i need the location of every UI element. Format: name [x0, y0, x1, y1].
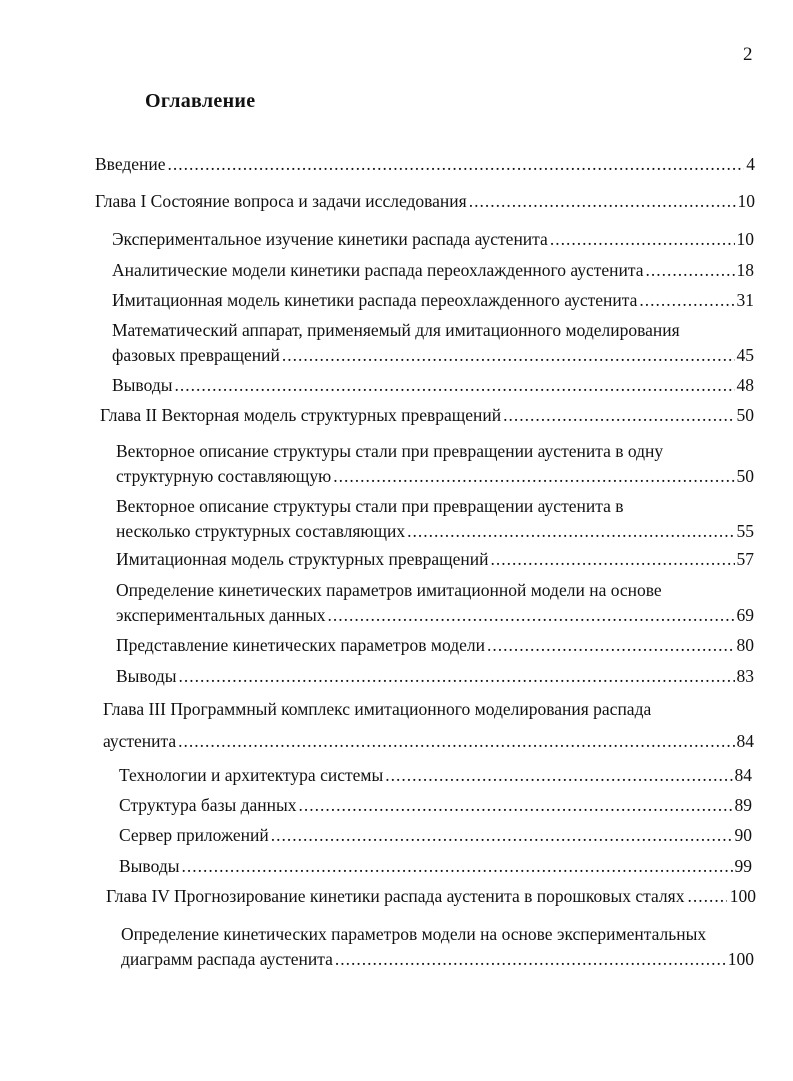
dot-leader [469, 189, 736, 214]
toc-entry-chapter-1[interactable] [95, 189, 755, 214]
toc-entry-title: Глава II Векторная модель структурных превращений [100, 405, 502, 425]
dot-leader [282, 343, 735, 368]
toc-entry-page: 69 [736, 605, 754, 625]
toc-entry-title: Выводы [119, 856, 180, 876]
toc-entry-page: 90 [734, 825, 752, 845]
toc-entry-title-line-2: аустенита [103, 731, 177, 751]
dot-leader [299, 793, 733, 818]
dot-leader [407, 519, 734, 544]
toc-entry-page: 55 [736, 521, 754, 541]
toc-entry-section[interactable] [119, 854, 752, 879]
toc-entry-section[interactable] [112, 373, 754, 398]
dot-leader [550, 227, 735, 252]
toc-entry-page: 57 [736, 549, 754, 569]
dot-leader [503, 403, 734, 428]
dot-leader [491, 547, 735, 572]
toc-entry-title: Глава IV Прогнозирование кинетики распада аустенита в порошковых сталях [106, 886, 685, 906]
toc-entry-title: Аналитические модели кинетики распада переохлажденного аустенита [112, 260, 644, 280]
toc-entry-section[interactable] [112, 258, 754, 283]
toc-entry-title: Сервер приложений [119, 825, 269, 845]
toc-entry-title-line-1: Определение кинетических параметров имитационной модели на основе [116, 580, 662, 600]
toc-entry-page: 10 [737, 191, 755, 211]
toc-entry-title-line-1: Векторное описание структуры стали при превращении аустенита в одну [116, 441, 664, 461]
toc-entry-title: Глава I Состояние вопроса и задачи исследования [95, 191, 467, 211]
toc-entry-title: Представление кинетических параметров модели [116, 635, 485, 655]
dot-leader [327, 603, 734, 628]
toc-entry-chapter-3[interactable] [103, 693, 754, 757]
toc-entry-chapter-2[interactable] [100, 403, 754, 428]
toc-entry-title: Технологии и архитектура системы [119, 765, 384, 785]
toc-entry-page: 84 [736, 731, 754, 751]
toc-entry-title: Экспериментальное изучение кинетики распада аустенита [112, 229, 548, 249]
toc-entry-introduction[interactable] [95, 152, 755, 177]
dot-leader [174, 373, 734, 398]
dot-leader [333, 464, 734, 489]
toc-entry-title: Выводы [112, 375, 173, 395]
toc-entry-section[interactable] [116, 547, 754, 572]
toc-entry-title: Имитационная модель кинетики распада переохлажденного аустенита [112, 290, 638, 310]
toc-entry-section[interactable] [116, 578, 754, 628]
toc-entry-section[interactable] [112, 227, 754, 252]
toc-entry-page: 100 [727, 949, 754, 969]
page-title: Оглавление [145, 90, 256, 112]
toc-entry-section[interactable] [119, 793, 752, 818]
dot-leader [487, 633, 735, 658]
dot-leader [687, 884, 726, 909]
toc-entry-section[interactable] [112, 288, 754, 313]
toc-entry-page: 80 [736, 635, 754, 655]
toc-entry-title-line-1: Математический аппарат, применяемый для имитационного моделирования [112, 320, 680, 340]
toc-entry-section[interactable] [119, 823, 752, 848]
toc-entry-section[interactable] [119, 763, 752, 788]
dot-leader [335, 947, 726, 972]
toc-entry-page: 50 [736, 405, 754, 425]
toc-entry-title-line-2: несколько структурных составляющих [116, 521, 406, 541]
toc-entry-page: 18 [736, 260, 754, 280]
toc-entry-section[interactable] [116, 494, 754, 544]
toc-entry-page: 31 [736, 290, 754, 310]
toc-entry-section[interactable] [121, 922, 754, 972]
toc-entry-page: 89 [734, 795, 752, 815]
toc-entry-page: 50 [736, 466, 754, 486]
toc-entry-title-line-1: Глава III Программный комплекс имитационного моделирования распада [103, 699, 652, 719]
toc-entry-chapter-4[interactable] [106, 884, 756, 909]
toc-entry-section[interactable] [112, 318, 754, 368]
toc-entry-title: Введение [95, 154, 166, 174]
dot-leader [178, 664, 734, 689]
dot-leader [646, 258, 735, 283]
toc-entry-title: Структура базы данных [119, 795, 297, 815]
toc-entry-title-line-1: Определение кинетических параметров модели на основе экспериментальных [121, 924, 707, 944]
dot-leader [178, 725, 734, 757]
toc-entry-title-line-2: экспериментальных данных [116, 605, 326, 625]
toc-entry-page: 45 [736, 345, 754, 365]
toc-entry-page: 48 [736, 375, 754, 395]
toc-entry-page: 10 [736, 229, 754, 249]
toc-entry-section[interactable] [116, 633, 754, 658]
toc-entry-page: 4 [746, 154, 755, 174]
toc-entry-title-line-1: Векторное описание структуры стали при превращении аустенита в [116, 496, 624, 516]
toc-entry-page: 99 [734, 856, 752, 876]
dot-leader [385, 763, 732, 788]
toc-entry-title-line-2: структурную составляющую [116, 466, 332, 486]
dot-leader [181, 854, 732, 879]
toc-entry-title: Выводы [116, 666, 177, 686]
toc-entry-page: 84 [734, 765, 752, 785]
toc-entry-page: 100 [729, 886, 756, 906]
dot-leader [168, 152, 745, 177]
toc-entry-title-line-2: фазовых превращений [112, 345, 280, 365]
page-number: 2 [743, 44, 753, 65]
toc-entry-page: 83 [736, 666, 754, 686]
toc-entry-section[interactable] [116, 439, 754, 489]
toc-entry-section[interactable] [116, 664, 754, 689]
dot-leader [639, 288, 734, 313]
dot-leader [271, 823, 733, 848]
toc-entry-title-line-2: диаграмм распада аустенита [121, 949, 333, 969]
toc-entry-title: Имитационная модель структурных превращений [116, 549, 489, 569]
